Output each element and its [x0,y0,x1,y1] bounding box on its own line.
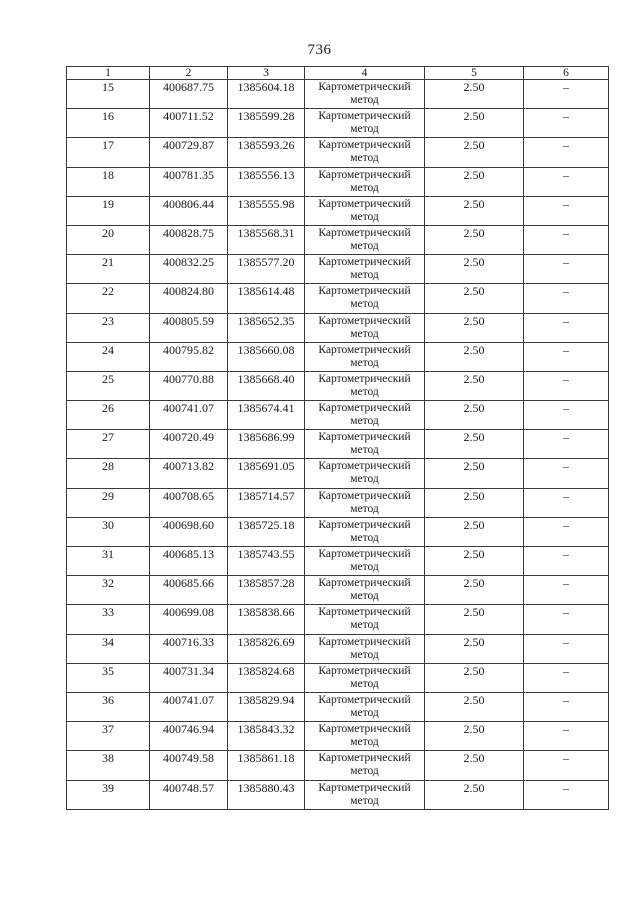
table-row [67,722,609,751]
method-line-1: Картометрический [318,693,411,706]
method-cell [305,167,425,196]
method-cell [305,342,425,371]
method-line-2: метод [350,590,379,603]
note-cell: – [524,634,609,663]
point-number-cell: 27 [67,430,150,459]
accuracy-cell: 2.50 [425,401,524,430]
y-coordinate-cell: 1385674.41 [228,401,305,430]
y-coordinate-cell: 1385660.08 [228,342,305,371]
accuracy-cell: 2.50 [425,459,524,488]
method-cell [305,109,425,138]
method-cell [305,722,425,751]
method-cell [305,517,425,546]
method-line-1: Картометрический [318,285,411,298]
table-row [67,576,609,605]
point-number-cell: 20 [67,225,150,254]
method-cell [305,255,425,284]
y-coordinate-cell: 1385824.68 [228,663,305,692]
note-cell: – [524,576,609,605]
x-coordinate-cell: 400720.49 [150,430,228,459]
note-cell: – [524,488,609,517]
method-line-2: метод [350,444,379,457]
x-coordinate-cell: 400781.35 [150,167,228,196]
accuracy-cell: 2.50 [425,517,524,546]
point-number-cell: 33 [67,605,150,634]
method-cell [305,225,425,254]
x-coordinate-cell: 400741.07 [150,692,228,721]
y-coordinate-cell: 1385593.26 [228,138,305,167]
x-coordinate-cell: 400832.25 [150,255,228,284]
accuracy-cell: 2.50 [425,430,524,459]
point-number-cell: 34 [67,634,150,663]
point-number-cell: 32 [67,576,150,605]
point-number-cell: 30 [67,517,150,546]
y-coordinate-cell: 1385691.05 [228,459,305,488]
accuracy-cell: 2.50 [425,138,524,167]
y-coordinate-cell: 1385555.98 [228,196,305,225]
method-cell [305,605,425,634]
method-line-2: метод [350,181,379,194]
note-cell: – [524,459,609,488]
table-header-row [67,67,609,80]
method-line-1: Картометрический [318,226,411,239]
note-cell: – [524,547,609,576]
method-line-2: метод [350,356,379,369]
x-coordinate-cell: 400746.94 [150,722,228,751]
accuracy-cell: 2.50 [425,313,524,342]
accuracy-cell: 2.50 [425,722,524,751]
point-number-cell: 25 [67,371,150,400]
point-number-cell: 31 [67,547,150,576]
method-line-1: Картометрический [318,664,411,677]
method-line-1: Картометрический [318,81,411,93]
method-cell [305,488,425,517]
y-coordinate-cell: 1385880.43 [228,780,305,809]
point-number-cell: 23 [67,313,150,342]
method-line-2: метод [350,648,379,661]
y-coordinate-cell: 1385843.32 [228,722,305,751]
x-coordinate-cell: 400708.65 [150,488,228,517]
method-line-2: метод [350,619,379,632]
table-row [67,605,609,634]
method-line-1: Картометрический [318,372,411,385]
y-coordinate-cell: 1385599.28 [228,109,305,138]
x-coordinate-cell: 400699.08 [150,605,228,634]
method-cell [305,430,425,459]
table-row [67,313,609,342]
x-coordinate-cell: 400806.44 [150,196,228,225]
note-cell: – [524,342,609,371]
y-coordinate-cell: 1385714.57 [228,488,305,517]
note-cell: – [524,284,609,313]
x-coordinate-cell: 400795.82 [150,342,228,371]
point-number-cell: 28 [67,459,150,488]
method-line-2: метод [350,706,379,719]
method-line-2: метод [350,94,379,106]
note-cell: – [524,109,609,138]
table-body [67,80,609,810]
point-number-cell: 26 [67,401,150,430]
table-row [67,167,609,196]
method-line-1: Картометрический [318,518,411,531]
accuracy-cell: 2.50 [425,109,524,138]
method-line-1: Картометрический [318,723,411,736]
column-header-4: 4 [305,67,425,80]
table-row [67,401,609,430]
point-number-cell: 36 [67,692,150,721]
y-coordinate-cell: 1385556.13 [228,167,305,196]
y-coordinate-cell: 1385614.48 [228,284,305,313]
y-coordinate-cell: 1385861.18 [228,751,305,780]
method-cell [305,663,425,692]
note-cell: – [524,138,609,167]
method-line-2: метод [350,239,379,252]
method-line-1: Картометрический [318,314,411,327]
y-coordinate-cell: 1385838.66 [228,605,305,634]
accuracy-cell: 2.50 [425,751,524,780]
method-cell [305,459,425,488]
method-cell [305,371,425,400]
point-number-cell: 16 [67,109,150,138]
method-line-1: Картометрический [318,606,411,619]
method-line-1: Картометрический [318,548,411,560]
accuracy-cell: 2.50 [425,605,524,634]
method-line-1: Картометрический [318,197,411,210]
method-line-1: Картометрический [318,752,411,765]
column-header-5: 5 [425,67,524,80]
table-row [67,780,609,809]
point-number-cell: 21 [67,255,150,284]
note-cell: – [524,401,609,430]
x-coordinate-cell: 400685.66 [150,576,228,605]
method-cell [305,401,425,430]
method-line-1: Картометрический [318,110,411,123]
table-row [67,751,609,780]
note-cell: – [524,517,609,546]
note-cell: – [524,80,609,109]
point-number-cell: 22 [67,284,150,313]
accuracy-cell: 2.50 [425,692,524,721]
accuracy-cell: 2.50 [425,342,524,371]
accuracy-cell: 2.50 [425,634,524,663]
point-number-cell: 38 [67,751,150,780]
accuracy-cell: 2.50 [425,225,524,254]
accuracy-cell: 2.50 [425,663,524,692]
method-line-2: метод [350,765,379,778]
method-line-2: метод [350,736,379,749]
x-coordinate-cell: 400711.52 [150,109,228,138]
x-coordinate-cell: 400687.75 [150,80,228,109]
table-row [67,109,609,138]
x-coordinate-cell: 400741.07 [150,401,228,430]
note-cell: – [524,780,609,809]
x-coordinate-cell: 400716.33 [150,634,228,663]
accuracy-cell: 2.50 [425,255,524,284]
method-line-2: метод [350,473,379,486]
point-number-cell: 24 [67,342,150,371]
x-coordinate-cell: 400729.87 [150,138,228,167]
table-row [67,517,609,546]
method-line-1: Картометрический [318,489,411,502]
accuracy-cell: 2.50 [425,576,524,605]
table-row [67,488,609,517]
method-line-1: Картометрический [318,402,411,415]
method-line-2: метод [350,794,379,807]
x-coordinate-cell: 400685.13 [150,547,228,576]
table-row [67,459,609,488]
x-coordinate-cell: 400748.57 [150,780,228,809]
note-cell: – [524,313,609,342]
method-line-2: метод [350,531,379,544]
accuracy-cell: 2.50 [425,196,524,225]
y-coordinate-cell: 1385743.55 [228,547,305,576]
note-cell: – [524,430,609,459]
y-coordinate-cell: 1385725.18 [228,517,305,546]
method-line-1: Картометрический [318,577,411,590]
method-cell [305,138,425,167]
table-row [67,371,609,400]
method-line-2: метод [350,327,379,340]
method-line-2: метод [350,123,379,136]
x-coordinate-cell: 400713.82 [150,459,228,488]
table-row [67,196,609,225]
note-cell: – [524,225,609,254]
method-line-2: метод [350,561,379,573]
method-line-2: метод [350,269,379,282]
y-coordinate-cell: 1385668.40 [228,371,305,400]
note-cell: – [524,371,609,400]
accuracy-cell: 2.50 [425,488,524,517]
note-cell: – [524,196,609,225]
table-row [67,80,609,109]
method-cell [305,780,425,809]
column-header-3: 3 [228,67,305,80]
column-header-1: 1 [67,67,150,80]
page-number: 736 [307,42,332,58]
column-header-6: 6 [524,67,609,80]
accuracy-cell: 2.50 [425,371,524,400]
method-line-1: Картометрический [318,635,411,648]
method-line-1: Картометрический [318,431,411,444]
y-coordinate-cell: 1385686.99 [228,430,305,459]
point-number-cell: 29 [67,488,150,517]
method-cell [305,284,425,313]
method-line-1: Картометрический [318,168,411,181]
accuracy-cell: 2.50 [425,167,524,196]
table-row [67,342,609,371]
x-coordinate-cell: 400731.34 [150,663,228,692]
note-cell: – [524,167,609,196]
note-cell: – [524,722,609,751]
x-coordinate-cell: 400828.75 [150,225,228,254]
note-cell: – [524,605,609,634]
method-cell [305,547,425,576]
x-coordinate-cell: 400824.80 [150,284,228,313]
method-line-2: метод [350,415,379,428]
method-cell [305,751,425,780]
method-cell [305,576,425,605]
method-line-2: метод [350,210,379,223]
note-cell: – [524,663,609,692]
x-coordinate-cell: 400698.60 [150,517,228,546]
method-cell [305,196,425,225]
point-number-cell: 39 [67,780,150,809]
method-line-1: Картометрический [318,781,411,794]
accuracy-cell: 2.50 [425,284,524,313]
y-coordinate-cell: 1385577.20 [228,255,305,284]
method-line-1: Картометрический [318,460,411,473]
point-number-cell: 35 [67,663,150,692]
note-cell: – [524,692,609,721]
method-cell [305,80,425,109]
y-coordinate-cell: 1385826.69 [228,634,305,663]
method-line-2: метод [350,385,379,398]
table-row [67,663,609,692]
y-coordinate-cell: 1385857.28 [228,576,305,605]
method-line-2: метод [350,677,379,690]
method-line-2: метод [350,298,379,311]
y-coordinate-cell: 1385829.94 [228,692,305,721]
point-number-cell: 18 [67,167,150,196]
accuracy-cell: 2.50 [425,80,524,109]
table-row [67,634,609,663]
table-row [67,692,609,721]
point-number-cell: 15 [67,80,150,109]
method-line-2: метод [350,152,379,165]
y-coordinate-cell: 1385604.18 [228,80,305,109]
point-number-cell: 19 [67,196,150,225]
y-coordinate-cell: 1385652.35 [228,313,305,342]
table-row [67,284,609,313]
column-header-2: 2 [150,67,228,80]
method-cell [305,634,425,663]
accuracy-cell: 2.50 [425,780,524,809]
point-number-cell: 37 [67,722,150,751]
method-line-1: Картометрический [318,139,411,152]
method-line-1: Картометрический [318,256,411,269]
method-line-2: метод [350,502,379,515]
x-coordinate-cell: 400805.59 [150,313,228,342]
x-coordinate-cell: 400770.88 [150,371,228,400]
table-row [67,430,609,459]
y-coordinate-cell: 1385568.31 [228,225,305,254]
table-row [67,547,609,576]
method-cell [305,692,425,721]
method-cell [305,313,425,342]
table-row [67,255,609,284]
note-cell: – [524,255,609,284]
x-coordinate-cell: 400749.58 [150,751,228,780]
point-number-cell: 17 [67,138,150,167]
method-line-1: Картометрический [318,343,411,356]
table-row [67,225,609,254]
accuracy-cell: 2.50 [425,547,524,576]
coordinates-table [66,66,609,810]
table-row [67,138,609,167]
note-cell: – [524,751,609,780]
